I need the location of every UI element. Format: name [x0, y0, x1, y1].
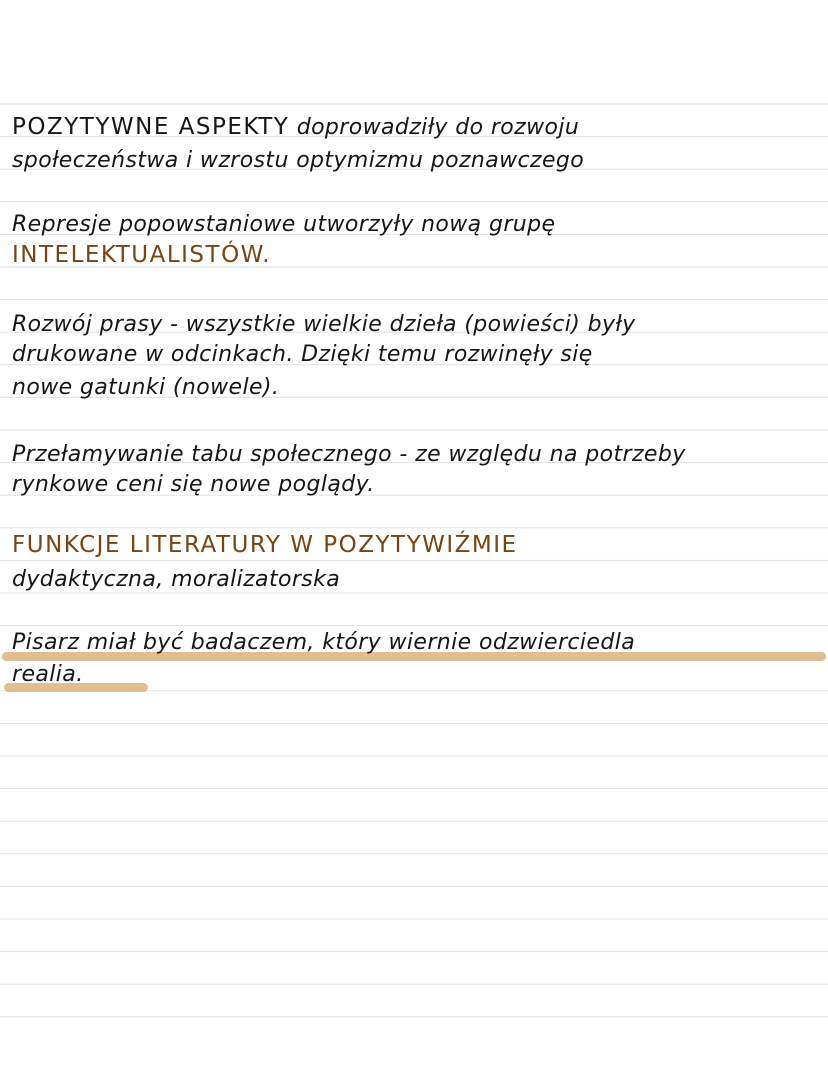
note-line-8: Przełamywanie tabu społecznego - ze względu na potrzeby [12, 442, 686, 467]
heading-positive-aspects: POZYTYWNE ASPEKTY [12, 114, 290, 140]
note-line-6: drukowane w odcinkach. Dzięki temu rozwinęły się [12, 342, 593, 367]
note-line-7: nowe gatunki (nowele). [12, 375, 280, 400]
note-line-9: rynkowe ceni się nowe poglądy. [12, 472, 375, 497]
heading-intellectuals: INTELEKTUALISTÓW. [12, 242, 272, 268]
note-line-1 [12, 112, 579, 143]
note-line-5: Rozwój prasy - wszystkie wielkie dzieła (powieści) były [12, 312, 636, 337]
note-line-13: realia. [12, 662, 84, 687]
note-line-12: Pisarz miał być badaczem, który wiernie odzwierciedla [12, 630, 636, 655]
note-line-11: dydaktyczna, moralizatorska [12, 567, 341, 592]
note-line-2: społeczeństwa i wzrostu optymizmu poznawczego [12, 148, 585, 173]
note-line-3: Represje popowstaniowe utworzyły nową grupę [12, 212, 556, 237]
heading-literature-functions: FUNKCJE LITERATURY W POZYTYWIŹMIE [12, 532, 518, 558]
line-1-text: doprowadziły do rozwoju [289, 115, 580, 140]
